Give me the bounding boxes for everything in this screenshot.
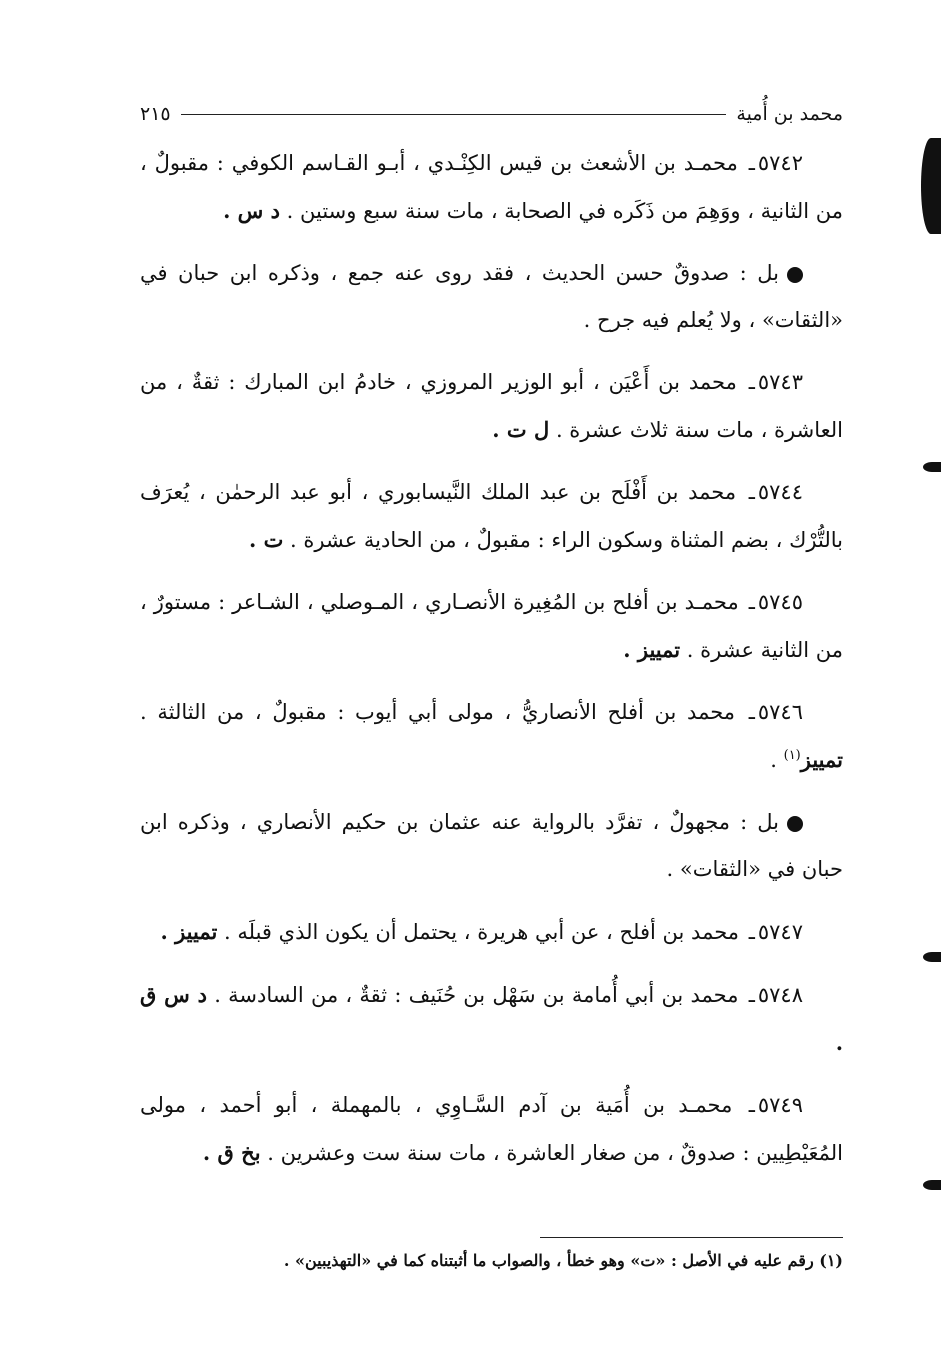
footnote-reference[interactable]: (١) — [783, 748, 801, 763]
entry-symbol: تمييز . — [623, 637, 681, 662]
entry-text: محمد بن أَفْلَح بن عبد الملك النَّيسابوري ، أبو عبد الرحمٰن ، يُعرَف بالتُّرْك ، بضم المثناة وسكون الراء : مقبولٌ ، من الحادية عشرة . — [140, 480, 843, 552]
entry-number: ٥٧٤٦ — [757, 700, 803, 724]
biography-entry — [140, 359, 843, 454]
entry-text: محمد بن أفلح ، عن أبي هريرة ، يحتمل أن يكون الذي قبلَه . — [224, 920, 740, 944]
biography-entry — [140, 971, 843, 1067]
biography-entry — [140, 469, 843, 564]
entry-text: محمـد بن الأشعث بن قيس الكِنْـدي ، أبـو القـاسم الكوفي : مقبولٌ ، من الثانية ، ووَهِمَ من ذَكَره في الصحابة ، مات سنة سبع وستين . — [140, 151, 843, 223]
entry-dash: ـ — [748, 590, 755, 614]
entry-number: ٥٧٤٢ — [757, 151, 803, 175]
page-body — [140, 140, 843, 1192]
entry-dash: ـ — [748, 480, 755, 504]
entry-text: محمـد بن أفلح بن المُغِيرة الأنصـاري ، المـوصلي ، الشـاعر : مستورٌ ، من الثانية عشرة . — [140, 590, 843, 662]
entry-symbol: ل ت . — [492, 417, 550, 442]
entry-number: ٥٧٤٩ — [757, 1093, 803, 1117]
comment-text: بل : صدوقٌ حسن الحديث ، فقد روى عنه جمع ، وذكره ابن حبان في «الثقات» ، ولا يُعلم فيه جرح . — [140, 261, 843, 332]
biography-entry — [140, 908, 843, 956]
page-number: ٢١٥ — [140, 103, 171, 125]
scan-edge-mark — [923, 1180, 941, 1190]
entry-symbol: تمييز . — [160, 919, 218, 944]
biography-entry — [140, 1082, 843, 1177]
bullet-icon — [787, 816, 803, 832]
entry-number: ٥٧٤٤ — [757, 480, 803, 504]
entry-symbol: بخ ق . — [202, 1140, 261, 1165]
entry-number: ٥٧٤٥ — [757, 590, 803, 614]
entry-dash: ـ — [748, 983, 755, 1007]
entry-number: ٥٧٤٣ — [757, 370, 803, 394]
entry-dash: ـ — [748, 370, 755, 394]
biography-entry — [140, 579, 843, 674]
biography-entry — [140, 140, 843, 235]
footnote-text: رقم عليه في الأصل : «ت» وهو خطأ ، والصواب ما أثبتناه كما في «التهذيبين» . — [283, 1251, 814, 1270]
entry-text: محمد بن أفلح الأنصاريُّ ، مولى أبي أيوب : مقبولٌ ، من الثالثة . — [140, 700, 736, 724]
running-header — [140, 96, 843, 132]
header-title: محمد بن أُمية — [736, 103, 843, 125]
entry-number: ٥٧٤٧ — [757, 920, 803, 944]
editor-comment — [140, 799, 843, 893]
footnotes — [140, 1248, 843, 1274]
entry-dash: ـ — [748, 920, 755, 944]
entry-symbol: ت . — [248, 527, 284, 552]
entry-text: محمـد بن أُمَية بن آدم السَّـاوِي ، بالمهملة ، أبو أحمد ، مولى المُعَيْطِيين : صدوقٌ ، من صغار العاشرة ، مات سنة ست وعشرين . — [140, 1093, 843, 1165]
entry-dash: ـ — [748, 1093, 755, 1117]
scan-edge-mark — [923, 952, 941, 962]
entry-dash: ـ — [748, 151, 755, 175]
header-rule — [181, 114, 727, 115]
entry-symbol: د س ق . — [140, 982, 843, 1055]
entry-dash: ـ — [748, 700, 755, 724]
footnote-rule — [540, 1237, 843, 1238]
entry-symbol: د س . — [223, 198, 280, 223]
footnote-marker: (١) — [819, 1251, 843, 1270]
thumb-index-mark — [921, 138, 941, 234]
entry-symbol: تمييز — [800, 747, 843, 772]
editor-comment — [140, 250, 843, 344]
entry-number: ٥٧٤٨ — [757, 983, 803, 1007]
comment-text: بل : مجهولٌ ، تفرَّد بالرواية عنه عثمان بن حكيم الأنصاري ، وذكره ابن حبان في «الثقات» . — [140, 810, 843, 881]
entry-text: محمد بن أبي أُمامة بن سَهْل بن حُنَيف : ثقةٌ ، من السادسة . — [214, 983, 739, 1007]
entry-trailing: . — [770, 748, 784, 772]
bullet-icon — [787, 267, 803, 283]
biography-entry — [140, 689, 843, 784]
scan-edge-mark — [923, 462, 941, 472]
entry-text: محمد بن أَعْيَن ، أبو الوزير المروزي ، خادمُ ابن المبارك : ثقةٌ ، من العاشرة ، مات سنة ثلاث عشرة . — [140, 370, 843, 442]
